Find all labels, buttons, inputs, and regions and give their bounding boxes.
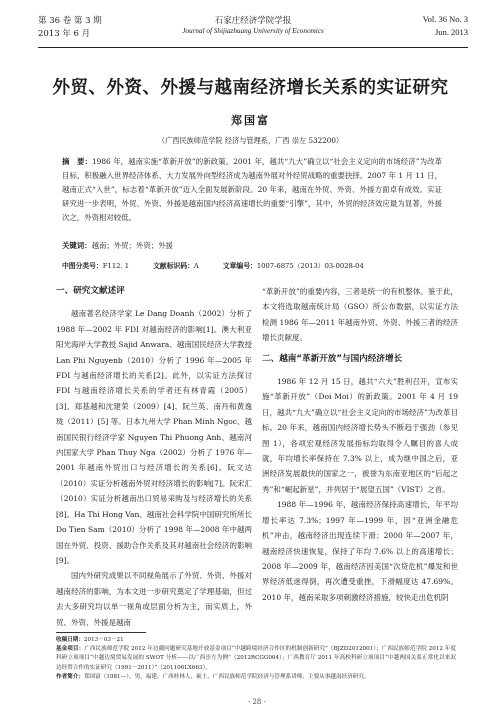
received-value: 2013－03－21 xyxy=(83,637,124,643)
fund-info xyxy=(56,645,456,673)
abstract xyxy=(62,155,442,225)
footnote-divider xyxy=(56,632,146,633)
clc-label: 中图分类号： xyxy=(62,262,103,270)
volume-issue-en: Vol. 36 No. 3 xyxy=(422,14,468,24)
article-number-value: 1007-6875（2013）03-0028-04 xyxy=(256,262,364,270)
left-column xyxy=(56,282,252,630)
running-header xyxy=(38,14,468,48)
journal-name-cn: 石家庄经济学院学报 xyxy=(214,16,292,26)
page-number: · 28 · xyxy=(248,698,266,706)
keywords-label: 关键词： xyxy=(62,241,92,250)
publication-date-en: Jun. 2013 xyxy=(434,27,468,37)
received-label: 收稿日期： xyxy=(56,637,84,643)
clc-value: F112. 1 xyxy=(102,262,130,270)
abstract-label: 摘 要： xyxy=(62,157,92,166)
paper-title: 外贸、外资、外援与越南经济增长关系的实证研究 xyxy=(52,78,449,98)
paragraph: 越南著名经济学家 Le Dang Doanh（2002）分析了 1988 年—2002 年 FDI 对越南经济的影响[1]。澳大利亚阳光海岸大学教授 Sajid Anwara、越南国民经济大学教授 Lan Phi Nguyenb（2010）分析了 1996 年—2005 年 FDI 与越南经济增长的关系[2]。此外，以实证方法探讨 FDI 与越南经济增长关系的学者还有林青霞（2005）[3]、郑基越和沈建荣（2009）[4]、阮兰英、南丹和黄逸珑（2011）[5] 等。日本九州大学 Phan Minh Ngoc、越南国民银行经济学家 Nguyen Thi Phuong Anh、越南河内国家大学 Phan Thuy Nga（2002）分析了 1976 年—2001 年越南外贸出口与经济增长的关系[6]。阮文达（2010）实证分析越南外贸对经济增长的影响[7]。阮宋汇（2010）实证分析越南出口贸易采购及与经济增长的关系[8]。Ha Thi Hong Van、越南社会科学院中国研究所所长 Do Tien Sam（2010）分析了 1998 年—2008 年中越两国在外贸、投资、援助合作关系及其对越南社会经济的影响[9]。 xyxy=(56,309,252,565)
abstract-text: 1986 年，越南实施“革新开放”的新政策。2001 年，越共“九大”确立以“社会主义定向的市场经济”为改革目标，积极融入世界经济体系、大力发展外向型经济成为越南外展对外经贸战略的重要抉择。2007 年 1 月 11 日，越南正式“入世”，标志着“革新开放”迈入全面发展新阶段。20 年来，越南在外贸、外资、外援方面卓有成效。实证研究进一步表明，外贸、外资、外援是越南国内经济高速增长的重要“引擎”，其中，外贸的经济效应最为显著，外援次之，外资相对较低。 xyxy=(62,157,442,222)
keywords-text: 越南；外贸；外资；外援 xyxy=(91,241,173,250)
author-bio-label: 作者简介： xyxy=(56,673,84,680)
right-column xyxy=(262,284,458,605)
received-date xyxy=(56,636,456,645)
publication-date: 2013 年 6 月 xyxy=(38,29,91,39)
journal-name-en: Journal of Shijiazhuang University of Economics xyxy=(182,27,324,35)
volume-issue: 第 36 卷 第 3 期 xyxy=(38,16,102,26)
paragraph: “革新开放”的重要内容，三者是统一的有机整体。鉴于此，本文将选取越南统计局（GSO）所公布数据，以实证方法检测 1986 年—2011 年越南外贸、外资、外援三者的经济增长贡献度。 xyxy=(262,287,458,343)
author-name: 郑国富 xyxy=(231,114,270,127)
fund-value: 广西民族师范学院 2012 年边疆问题研究基地开放基金项目“中越跨境经济合作区的机制创新研究”（BJZD2012001）；广西民族师范学院 2012 年度科研立项项目“中越边境贸易发展的 SWOT 分析——以广西崇左为例”（2012RCGG004）；广西教育厅 2011 年高校科研立项项目“中越两国关系正常化以来双边经贸合作的实证研究（1991－2011）”（201106LX663）。 xyxy=(56,646,456,671)
paragraph: 国内外研究成果以不同视角展示了外贸、外资、外援对越南经济的影响，为本文进一步研究奠定了学理基础，但过去大多研究均以单一视角或层面分析为主，而实质上，外贸、外资、外援是越南 xyxy=(56,571,252,627)
paragraph: 1986 年 12 月 15 日，越共“六大”胜利召开，宣布实施“革新开放”（Doi Moi）的新政策。2001 年 4 月 19 日，越共“九大”确立以“社会主义定向的市场经济”为改革目标。20 年来，越南国内经济增长势头不断趋于强劲（参见图 1），各项宏观经济发展指标均取得令人瞩目的喜人成就，年均增长率保持在 7.3% 以上，成为继中国之后，亚洲经济发展最快的国家之一，被誉为东南亚地区的“后起之秀”和“崛起新星”，并列居于“展望五国”（VIST）之首。 xyxy=(262,377,458,494)
section-heading: 一、研究文献述评 xyxy=(56,286,125,296)
doc-code-value: A xyxy=(193,262,199,270)
paragraph: 1988 年—1996 年，越南经济保持高速增长，年平均增长率达 7.3%；1997 年—1999 年，因“亚洲金融危机”冲击，越南经济出现连续下滑；2000 年—2007 年，越南经济快速恢复，保持了年均 7.6% 以上的高速增长；2008 年—2009 年，越南经济因美国“次贷危机”爆发和世界经济低迷得倒，再次遭受重挫，下滑幅度达 47.69%。2010 年，越南采取多项刺激经济措施，较快走出危机阴 xyxy=(262,500,458,602)
author-bio-value: 郑国富（1981—），男，福建，广西桂林人，硕士，广西民族师范学院经济与管理系讲师，主要从事越南经济研究。 xyxy=(83,673,370,680)
keywords xyxy=(62,240,442,251)
author-bio xyxy=(56,673,456,682)
section-heading: 二、越南“革新开放”与国内经济增长 xyxy=(262,353,403,364)
doc-code-label: 文献标识码： xyxy=(153,262,194,270)
article-number-label: 文章编号： xyxy=(222,262,257,270)
author-affiliation: （广西民族师范学院 经济与管理系，广西 崇左 532200） xyxy=(157,136,344,145)
footnote xyxy=(56,636,456,682)
fund-label: 基金项目： xyxy=(56,646,85,653)
classification-codes xyxy=(62,260,452,270)
